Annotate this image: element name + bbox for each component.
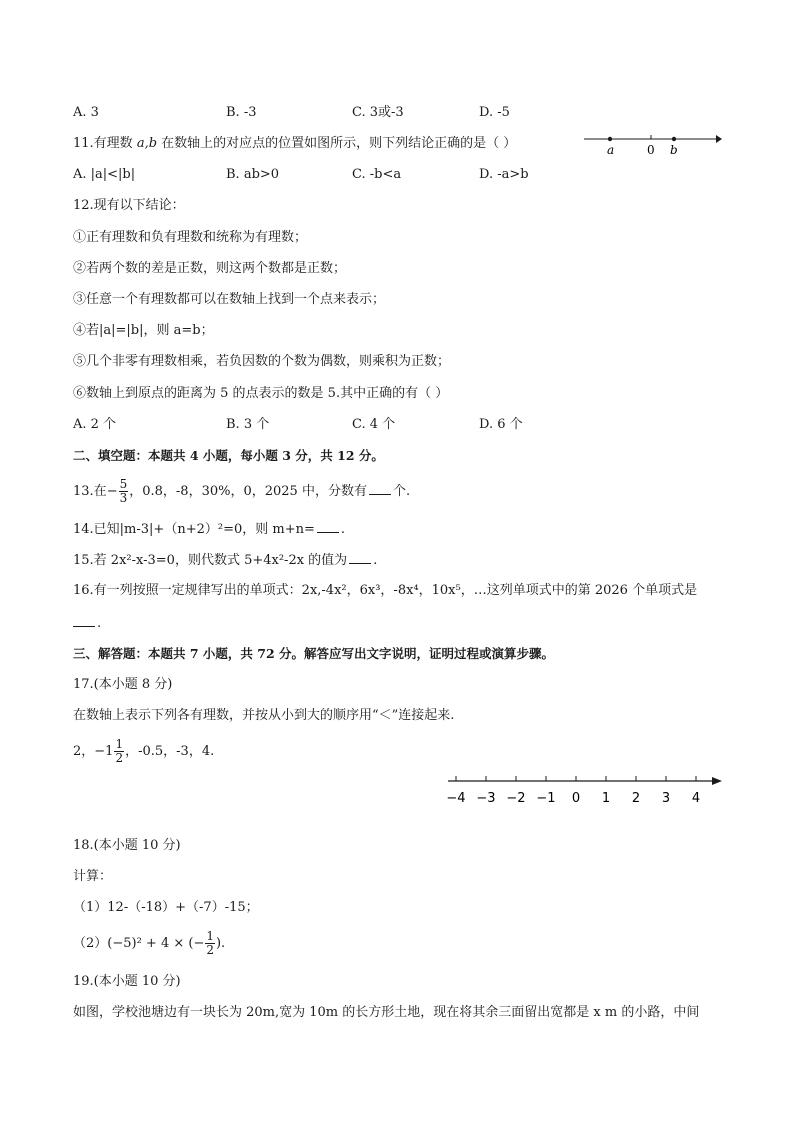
q12-option-b: B. 3 个 — [226, 417, 270, 432]
q18-p2-post: ). — [215, 936, 226, 951]
q13-pre: 13.在 — [73, 484, 107, 499]
q15-tail: . — [373, 553, 378, 568]
q11-label-a: a — [607, 143, 615, 157]
q18-fraction — [205, 930, 215, 957]
q14-pre: 14.已知|m-3|+（n+2）²=0，则 m+n= — [73, 522, 315, 537]
q11-text-pre: 11.有理数 — [73, 136, 137, 151]
q17-tick-label: 3 — [661, 791, 671, 806]
q18-header: 18.(本小题 10 分) — [73, 838, 181, 853]
q14-tail: . — [340, 522, 345, 537]
q17-mixed-sign: −1 — [94, 744, 114, 759]
q12-item-3: ③任意一个有理数都可以在数轴上找到一个点来表示； — [73, 292, 386, 307]
q17-fraction — [114, 738, 124, 765]
q13-fraction — [119, 478, 129, 505]
q14-stem — [73, 520, 345, 539]
q10-option-d: D. -5 — [479, 105, 510, 120]
q11-vars: a,b — [136, 136, 158, 151]
q11-text-post: 在数轴上的对应点的位置如图所示，则下列结论正确的是（ ） — [157, 136, 517, 151]
arrow-icon — [716, 135, 722, 143]
section2-title: 二、填空题：本题共 4 小题，每小题 3 分，共 12 分。 — [73, 448, 384, 463]
q17-tick-label: −3 — [476, 791, 496, 806]
q11-number-line-figure — [582, 128, 722, 158]
q12-item-1: ①正有理数和负有理数和统称为有理数； — [73, 230, 308, 245]
q12-stem: 12.现有以下结论： — [73, 198, 185, 213]
q12-option-c: C. 4 个 — [352, 417, 396, 432]
q11-stem — [73, 135, 516, 153]
q11-label-b: b — [670, 143, 678, 157]
q13-frac-den: 3 — [119, 491, 128, 505]
q15-pre: 15.若 2x²-x-3=0，则代数式 5+4x²-2x 的值为 — [73, 553, 348, 568]
q12-item-5: ⑤几个非零有理数相乘，若负因数的个数为偶数，则乘积为正数； — [73, 354, 451, 369]
q10-option-b: B. -3 — [226, 105, 257, 120]
q13-tail: 个. — [392, 484, 411, 499]
q17-frac-num: 1 — [115, 737, 124, 751]
q13-post: ，0.8，-8，30%，0，2025 中，分数有 — [129, 484, 367, 499]
q16-answer-line — [73, 614, 101, 633]
q15-stem — [73, 551, 377, 570]
q16-stem: 16.有一列按照一定规律写出的单项式：2x,-4x²，6x³，-8x⁴，10x⁵，…这列单项式中的第 2026 个单项式是 — [73, 583, 698, 598]
q18-frac-num: 1 — [206, 929, 214, 943]
q18-part-2 — [73, 926, 225, 962]
q11-option-b: B. ab>0 — [226, 167, 280, 182]
q17-tick-label: 4 — [691, 791, 701, 806]
q17-tick-label: −1 — [536, 791, 556, 806]
q13-answer-blank[interactable] — [369, 482, 391, 495]
q12-item-6: ⑥数轴上到原点的距离为 5 的点表示的数是 5.其中正确的有（ ） — [73, 386, 449, 401]
q17-tick-label: 0 — [571, 791, 581, 806]
q12-item-4: ④若|a|=|b|，则 a=b； — [73, 323, 214, 338]
q16-tail: . — [97, 616, 102, 631]
q18-instruction: 计算： — [73, 869, 113, 884]
q11-point-b — [672, 137, 676, 141]
q16-answer-blank[interactable] — [73, 614, 95, 627]
q13-frac-num: 5 — [119, 477, 128, 491]
q12-option-a: A. 2 个 — [73, 417, 117, 432]
q17-tick-label: −2 — [506, 791, 526, 806]
q17-header: 17.(本小题 8 分) — [73, 677, 173, 692]
q11-option-d: D. -a>b — [479, 167, 529, 182]
q11-point-a — [608, 137, 612, 141]
q17-tick-label: −4 — [446, 791, 466, 806]
q17-number-line — [446, 772, 726, 808]
q17-rest: ，-0.5，-3，4. — [125, 744, 215, 759]
q10-option-c: C. 3或-3 — [352, 105, 404, 120]
q13-frac-sign: − — [106, 484, 118, 499]
q19-header: 19.(本小题 10 分) — [73, 974, 181, 989]
q17-frac-den: 2 — [115, 751, 124, 765]
q19-text: 如图，学校池塘边有一块长为 20m,宽为 10m 的长方形土地，现在将其余三面留出宽都是 x m 的小路，中间 — [73, 1005, 700, 1020]
q17-n1: 2， — [73, 744, 95, 759]
q15-answer-blank[interactable] — [349, 551, 371, 564]
q17-tick-label: 1 — [601, 791, 611, 806]
q11-option-a: A. |a|<|b| — [73, 167, 136, 182]
q17-instruction: 在数轴上表示下列各有理数，并按从小到大的顺序用“＜”连接起来. — [73, 708, 455, 723]
section3-title: 三、解答题：本题共 7 小题，共 72 分。解答应写出文字说明，证明过程或演算步骤。 — [73, 646, 555, 661]
arrow-icon — [712, 777, 722, 785]
q12-option-d: D. 6 个 — [479, 417, 523, 432]
q11-option-c: C. -b<a — [352, 167, 402, 182]
q10-option-a: A. 3 — [73, 105, 99, 120]
q17-tick-label: 2 — [631, 791, 641, 806]
q13-stem — [73, 474, 410, 510]
q17-numbers — [73, 734, 214, 770]
q14-answer-blank[interactable] — [317, 520, 339, 533]
q18-part-1: （1）12-（-18）+（-7）-15； — [73, 900, 259, 915]
q11-label-zero: 0 — [647, 143, 655, 157]
q12-item-2: ②若两个数的差是正数，则这两个数都是正数； — [73, 261, 347, 276]
q18-frac-den: 2 — [206, 943, 214, 957]
q18-p2-pre: （2）(−5)² + 4 × (− — [73, 936, 205, 951]
